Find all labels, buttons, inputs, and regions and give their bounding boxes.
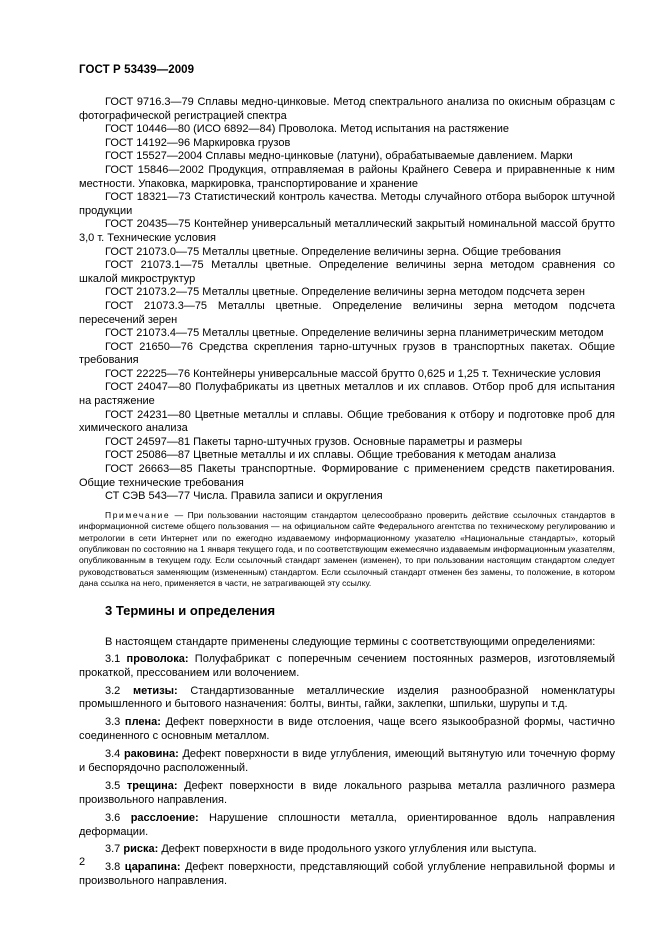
term-entry <box>79 653 615 681</box>
reference-item: ГОСТ 21073.3—75 Металлы цветные. Определение величины зерна методом подсчета пересечений зерен <box>79 299 615 326</box>
term-name: риска: <box>123 843 159 856</box>
note-paragraph <box>79 510 615 590</box>
term-name: метизы: <box>132 684 178 697</box>
page-number: 2 <box>79 856 86 868</box>
term-entry <box>79 716 615 744</box>
term-entry <box>79 861 615 889</box>
reference-item: ГОСТ 21073.0—75 Металлы цветные. Определение величины зерна. Общие требования <box>105 245 562 258</box>
reference-item: ГОСТ 20435—75 Контейнер универсальный металлический закрытый номинальной массой брутто 3,0 т. Технические условия <box>79 218 615 244</box>
reference-item: ГОСТ 10446—80 (ИСО 6892—84) Проволока. Метод испытания на растяжение <box>105 123 509 136</box>
reference-item: ГОСТ 9716.3—79 Сплавы медно-цинковые. Метод спектрального анализа по окисным образцам с фотографической регистрацией спектра <box>79 96 615 122</box>
term-definition: Дефект поверхности в виде продольного узкого углубления или выступа. <box>161 843 537 856</box>
term-name: царапина: <box>124 861 181 874</box>
term-number: 3.5 <box>105 779 121 792</box>
term-name: плена: <box>124 716 161 729</box>
term-name: трещина: <box>126 779 178 792</box>
reference-item: ГОСТ 24231—80 Цветные металлы и сплавы. Общие требования к отбору и подготовке проб для химического анализа <box>79 408 615 435</box>
reference-item: ГОСТ 21073.4—75 Металлы цветные. Определение величины зерна планиметрическим методом <box>105 327 604 340</box>
term-entry <box>79 685 615 713</box>
term-number: 3.1 <box>105 652 121 665</box>
reference-item: СТ СЭВ 543—77 Числа. Правила записи и округления <box>105 490 383 503</box>
reference-item: ГОСТ 24047—80 Полуфабрикаты из цветных металлов и их сплавов. Отбор проб для испытания на растяжение <box>79 381 615 408</box>
reference-item: ГОСТ 15527—2004 Сплавы медно-цинковые (латуни), обрабатываемые давлением. Марки <box>105 150 573 163</box>
term-name: расслоение: <box>130 811 199 824</box>
term-number: 3.3 <box>105 716 121 729</box>
term-entry <box>79 748 615 776</box>
term-number: 3.6 <box>105 811 121 824</box>
reference-item: ГОСТ 26663—85 Пакеты транспортные. Формирование с применением средств пакетирования. Общие технические требования <box>79 463 615 489</box>
term-definition: Нарушение сплошности металла, ориентированное вдоль направления деформации. <box>79 811 616 838</box>
term-definition: Дефект поверхности в виде локального разрыва металла различного размера произвольного направления. <box>79 779 615 806</box>
normative-references <box>79 96 615 598</box>
note-text: — При пользовании настоящим стандартом целесообразно проверить действие ссылочных стандартов в информационной системе общего пользования — на официальном сайте Федерального агентства по техническому регулированию и метрологии в сети Интернет или по ежегодно издаваемому информационному указателю «Национальные стандарты», который опубликован по состоянию на 1 января текущего года, и по соответствующим ежемесячно издаваемым информационным указателям, опубликованным в текущем году. Если ссылочный стандарт заменен (изменен), то при пользовании настоящим стандартом следует руководствоваться заменяющим (измененным) стандартом. Если ссылочный стандарт отменен без замены, то положение, в котором дана ссылка на него, применяется в части, не затрагивающей эту ссылку. <box>79 509 615 589</box>
document-header: ГОСТ Р 53439—2009 <box>79 64 195 76</box>
note-label: Примечание <box>105 509 171 520</box>
term-number: 3.4 <box>105 748 121 761</box>
reference-item: ГОСТ 21073.1—75 Металлы цветные. Определение величины зерна методом сравнения со шкалой микроструктур <box>79 259 615 285</box>
term-entry <box>79 780 615 808</box>
reference-item: ГОСТ 15846—2002 Продукция, отправляемая в районы Крайнего Севера и приравненные к ним местности. Упаковка, маркировка, транспортирование и хранение <box>79 163 615 190</box>
section-terms <box>79 603 615 893</box>
reference-item: ГОСТ 22225—76 Контейнеры универсальные массой брутто 0,625 и 1,25 т. Технические условия <box>105 367 601 380</box>
term-definition: Стандартизованные металлические изделия разнообразной номенклатуры промышленного и бытового назначения: болты, винты, гайки, заклепки, шпильки, шурупы и т.д. <box>79 684 615 711</box>
term-name: проволока: <box>126 652 189 665</box>
term-number: 3.8 <box>105 861 121 874</box>
term-definition: Полуфабрикат с поперечным сечением постоянных размеров, изготовляемый прокаткой, прессованием или волочением. <box>79 652 615 679</box>
term-number: 3.2 <box>105 684 121 697</box>
term-definition: Дефект поверхности, представляющий собой углубление неправильной формы и произвольного направления. <box>79 861 615 888</box>
reference-item: ГОСТ 25086—87 Цветные металлы и их сплавы. Общие требования к методам анализа <box>105 449 556 462</box>
section-title: 3 Термины и определения <box>105 603 276 618</box>
reference-item: ГОСТ 14192—96 Маркировка грузов <box>105 136 291 149</box>
reference-item: ГОСТ 21650—76 Средства скрепления тарно-штучных грузов в транспортных пакетах. Общие требования <box>79 340 615 367</box>
term-entry <box>79 812 615 840</box>
term-number: 3.7 <box>105 843 121 856</box>
reference-item: ГОСТ 21073.2—75 Металлы цветные. Определение величины зерна методом подсчета зерен <box>105 286 585 299</box>
reference-item: ГОСТ 24597—81 Пакеты тарно-штучных грузов. Основные параметры и размеры <box>105 435 523 448</box>
term-definition: Дефект поверхности в виде углубления, имеющий вытянутую или точечную форму и беспорядочно расположенный. <box>79 748 616 774</box>
section-intro: В настоящем стандарте применены следующие термины с соответствующими определениями: <box>105 636 596 648</box>
term-name: раковина: <box>123 748 179 761</box>
reference-item: ГОСТ 18321—73 Статистический контроль качества. Методы случайного отбора выборок штучной продукции <box>79 191 615 217</box>
term-definition: Дефект поверхности в виде отслоения, чаще всего языкообразной формы, частично соединенного с основным металлом. <box>79 716 616 743</box>
term-entry <box>79 843 615 857</box>
